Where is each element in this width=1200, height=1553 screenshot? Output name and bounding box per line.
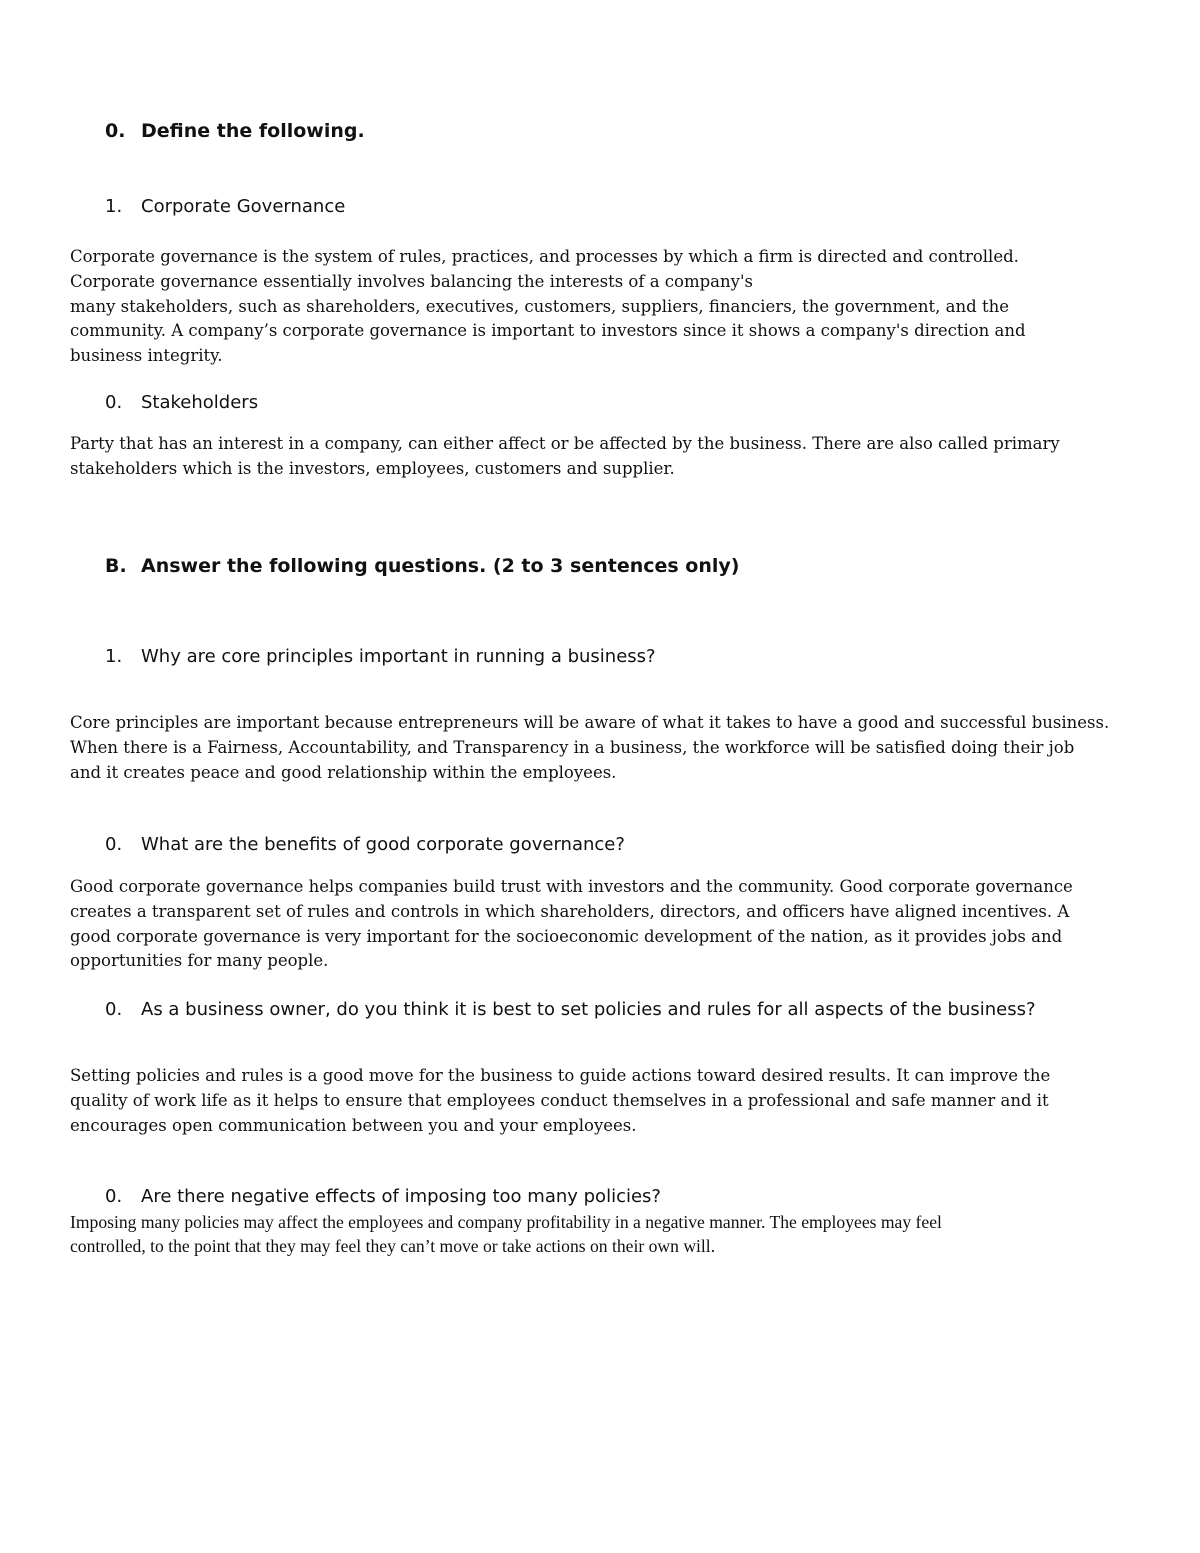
corporate-governance-definition [70, 245, 1026, 369]
section-a-title: Define the following. [141, 120, 365, 142]
answer-benefits [70, 875, 1073, 974]
paragraph-line: Core principles are important because entrepreneurs will be aware of what it takes to have a good and successful business. [70, 713, 1110, 732]
question-number: 0. [105, 999, 123, 1020]
question-number: 0. [105, 1186, 123, 1207]
paragraph-line: Setting policies and rules is a good move for the business to guide actions toward desired results. It can improve the [70, 1066, 1051, 1085]
paragraph-line: many stakeholders, such as shareholders, executives, customers, suppliers, financiers, the government, and the [70, 296, 1009, 316]
question-text: Are there negative effects of imposing too many policies? [141, 1186, 661, 1207]
question-negative-effects [105, 1186, 661, 1207]
paragraph-line: Corporate governance essentially involves balancing the interests of a company's [70, 271, 753, 291]
paragraph-line: When there is a Fairness, Accountability, and Transparency in a business, the workforce will be satisfied doing their job [70, 737, 1075, 757]
section-a-heading [105, 120, 365, 142]
paragraph-line: controlled, to the point that they may feel they can’t move or take actions on their own will. [70, 1236, 716, 1256]
question-core-principles [105, 646, 656, 667]
item-title: Stakeholders [141, 392, 259, 413]
paragraph-line: business integrity. [70, 346, 223, 366]
paragraph-line: good corporate governance is very important for the socioeconomic development of the nation, as it provides jobs and [70, 926, 1063, 946]
paragraph-line: and it creates peace and good relationship within the employees. [70, 762, 617, 782]
paragraph-line: creates a transparent set of rules and controls in which shareholders, directors, and officers have aligned incentives. A [70, 901, 1070, 921]
item-number: 1. [105, 196, 123, 217]
paragraph-line: encourages open communication between you and your employees. [70, 1115, 637, 1135]
stakeholders-definition [70, 432, 1060, 482]
paragraph-line: opportunities for many people. [70, 951, 329, 971]
section-b-title: Answer the following questions. (2 to 3 sentences only) [141, 555, 740, 577]
question-text: As a business owner, do you think it is best to set policies and rules for all aspects of the business? [141, 999, 1036, 1020]
section-b-number: B. [105, 555, 127, 577]
question-benefits [105, 834, 625, 855]
paragraph-line: Good corporate governance helps companies build trust with investors and the community. Good corporate governance [70, 877, 1073, 896]
question-number: 1. [105, 646, 123, 667]
paragraph-line: quality of work life as it helps to ensure that employees conduct themselves in a professional and safe manner and it [70, 1090, 1049, 1110]
paragraph-line: stakeholders which is the investors, employees, customers and supplier. [70, 458, 675, 478]
item-number: 0. [105, 392, 123, 413]
section-a-number: 0. [105, 120, 126, 142]
question-number: 0. [105, 834, 123, 855]
paragraph-line: Imposing many policies may affect the employees and company profitability in a negative manner. The employees may feel [70, 1212, 942, 1232]
question-policies [105, 999, 1036, 1020]
question-text: What are the benefits of good corporate governance? [141, 834, 625, 855]
answer-core-principles [70, 711, 1109, 785]
paragraph-line: Party that has an interest in a company, can either affect or be affected by the business. There are also called primary [70, 434, 1060, 453]
answer-negative-effects [70, 1210, 942, 1258]
paragraph-line: Corporate governance is the system of rules, practices, and processes by which a firm is directed and controlled. [70, 247, 1019, 266]
item-stakeholders-heading [105, 392, 258, 413]
item-corporate-governance-heading [105, 196, 345, 217]
section-b-heading [105, 555, 739, 577]
item-title: Corporate Governance [141, 196, 346, 217]
question-text: Why are core principles important in running a business? [141, 646, 656, 667]
answer-policies [70, 1064, 1050, 1138]
paragraph-line: community. A company’s corporate governance is important to investors since it shows a company's direction and [70, 321, 1026, 341]
